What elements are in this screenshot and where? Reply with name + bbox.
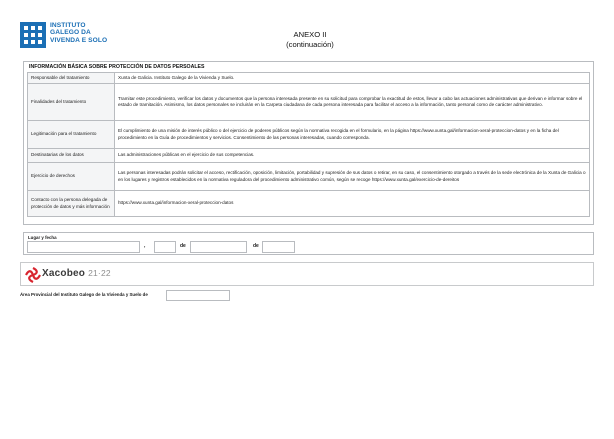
row-label: Legitimación para el tratamiento	[28, 121, 115, 149]
row-value: https://www.xunta.gal/informacion-xeral-proteccion-datos	[115, 191, 590, 217]
data-protection-table	[27, 72, 590, 217]
row-value: El cumplimiento de una misión de interés público o del ejercicio de poderes públicos según la normativa recogida en el formulario, en la página https://www.xunta.gal/informacion-xeral-proteccion-datos y en la ficha del procedimiento en la Guía de procedimientos y servicios. Consentimiento de las personas interesadas, cuando corresponda.	[115, 121, 590, 149]
row-label: Destinatarias de los datos	[28, 149, 115, 163]
de-separator-1: de	[180, 243, 186, 249]
row-value: Las personas interesadas podrán solicitar el acceso, rectificación, oposición, limitación, portabilidad y supresión de sus datos o retirar, en su caso, el consentimiento otorgado a través de la sede electrónica de la Xunta de Galicia o en los lugares y registros establecidos en la normativa reguladora del procedimiento administrativo común, según se recoge https://www.xunta.gal/exercicio-de-dereitos	[115, 163, 590, 191]
table-row	[28, 73, 590, 84]
place-date-label: Lugar y fecha	[28, 235, 57, 240]
de-separator-2: de	[253, 243, 259, 249]
data-protection-title: INFORMACIÓN BÁSICA SOBRE PROTECCIÓN DE DATOS PERSOALES	[29, 64, 205, 70]
month-input[interactable]	[190, 241, 247, 253]
logo-line-2: GALEGO DA	[50, 29, 91, 37]
day-input[interactable]	[154, 241, 176, 253]
comma-separator: ,	[144, 243, 146, 249]
annex-title: ANEXO II	[293, 30, 327, 39]
xacobeo-name: Xacobeo	[42, 268, 86, 279]
xacobeo-wordmark	[42, 268, 111, 279]
row-label: Responsable del tratamiento	[28, 73, 115, 84]
annex-subtitle: (continuación)	[286, 39, 334, 49]
xacobeo-logo-icon	[25, 267, 41, 283]
xacobeo-banner	[20, 262, 594, 286]
table-row	[28, 121, 590, 149]
data-protection-section	[23, 61, 594, 225]
row-label: Ejercicio de derechos	[28, 163, 115, 191]
annex-heading	[260, 30, 360, 49]
row-value: Tramitar este procedimiento, verificar los datos y documentos que la persona interesada presente en su solicitud para comprobar la exactitud de estos, llevar a cabo las actuaciones administrativas que derivan e informar sobre el estado de tramitación. Asimismo, los datos personales se incluirán en la Carpeta ciudadana de cada persona interesada para facilitar el acceso a la información, tanto personal como de carácter administrativo.	[115, 84, 590, 121]
row-label: Contacto con la persona delegada de protección de datos y más información	[28, 191, 115, 217]
row-value: Xunta de Galicia. Instituto Galego de la Vivienda y Suelo.	[115, 73, 590, 84]
logo-wordmark	[50, 22, 107, 44]
galicia-shield-icon	[20, 22, 46, 48]
table-row	[28, 149, 590, 163]
table-row	[28, 191, 590, 217]
logo-line-3: VIVENDA E SOLO	[50, 36, 108, 44]
xacobeo-years: 21·22	[88, 268, 111, 278]
row-value: Las administraciones públicas en el ejercicio de sus competencias.	[115, 149, 590, 163]
igvs-logo	[20, 22, 107, 48]
place-date-section	[23, 232, 594, 255]
provincial-area-input[interactable]	[166, 290, 230, 301]
provincial-area-label: Área Provincial del Instituto Galego de la Vivienda y Suelo de	[20, 292, 148, 297]
year-input[interactable]	[262, 241, 295, 253]
table-row	[28, 163, 590, 191]
place-input[interactable]	[27, 241, 140, 253]
table-row	[28, 84, 590, 121]
row-label: Finalidades del tratamiento	[28, 84, 115, 121]
logo-line-1: INSTITUTO	[50, 22, 86, 29]
